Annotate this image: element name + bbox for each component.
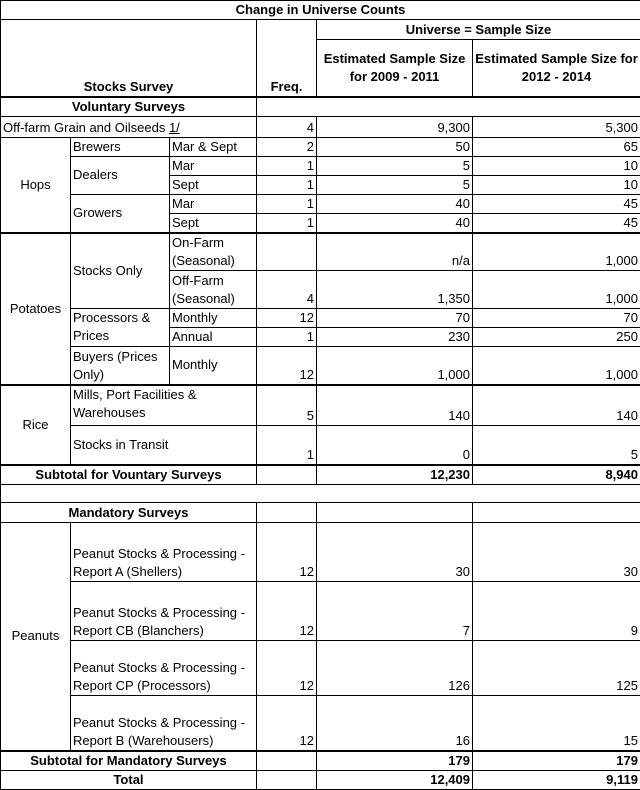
table-row bbox=[1, 641, 640, 696]
freq-cell: 1 bbox=[257, 327, 317, 346]
table-row bbox=[1, 156, 640, 175]
table-row bbox=[1, 116, 640, 137]
universe-header: Universe = Sample Size bbox=[317, 20, 640, 40]
table-row bbox=[1, 696, 640, 751]
offfarm-label: Off-farm Grain and Oilseeds bbox=[3, 120, 169, 135]
v2012-cell: 250 bbox=[473, 327, 640, 346]
row-label: Peanut Stocks & Processing - Report B (Warehousers) bbox=[71, 696, 257, 751]
v2012-cell: 8,940 bbox=[473, 465, 640, 485]
v2009-cell: 7 bbox=[317, 582, 473, 641]
subtotal-label: Subtotal for Vountary Surveys bbox=[1, 465, 257, 485]
stocks-survey-header: Stocks Survey bbox=[1, 20, 257, 97]
v2012-cell: 65 bbox=[473, 137, 640, 156]
voluntary-heading: Voluntary Surveys bbox=[1, 97, 257, 117]
rice-label: Rice bbox=[1, 385, 71, 465]
period-cell: Monthly bbox=[170, 308, 257, 327]
row-label: Buyers (Prices Only) bbox=[71, 346, 170, 385]
v2009-cell: 12,409 bbox=[317, 770, 473, 789]
v2012-cell: 10 bbox=[473, 156, 640, 175]
footnote-ref: 1/ bbox=[169, 120, 180, 135]
table-row bbox=[1, 425, 640, 465]
v2009-cell: 40 bbox=[317, 213, 473, 233]
peanuts-label: Peanuts bbox=[1, 523, 71, 751]
freq-cell bbox=[257, 233, 317, 271]
period-cell: Annual bbox=[170, 327, 257, 346]
v2012-cell: 5 bbox=[473, 425, 640, 465]
period-cell: Sept bbox=[170, 175, 257, 194]
period-cell: Sept bbox=[170, 213, 257, 233]
freq-cell: 4 bbox=[257, 116, 317, 137]
v2009-cell: 5 bbox=[317, 175, 473, 194]
voluntary-subtotal-row bbox=[1, 465, 640, 485]
freq-cell: 12 bbox=[257, 641, 317, 696]
freq-cell: 12 bbox=[257, 696, 317, 751]
freq-cell: 4 bbox=[257, 270, 317, 308]
v2012-cell: 125 bbox=[473, 641, 640, 696]
total-label: Total bbox=[1, 770, 257, 789]
v2009-cell: 1,350 bbox=[317, 270, 473, 308]
row-label: Peanut Stocks & Processing - Report CP (Processors) bbox=[71, 641, 257, 696]
v2009-cell: 50 bbox=[317, 137, 473, 156]
v2009-cell: 5 bbox=[317, 156, 473, 175]
mandatory-heading: Mandatory Surveys bbox=[1, 503, 257, 523]
row-label: Stocks in Transit bbox=[71, 425, 257, 465]
empty-cell bbox=[257, 97, 640, 117]
row-label: Mills, Port Facilities & Warehouses bbox=[71, 385, 257, 425]
v2012-cell: 1,000 bbox=[473, 233, 640, 271]
table-row bbox=[1, 523, 640, 582]
table-row bbox=[1, 233, 640, 271]
row-label: Dealers bbox=[71, 156, 170, 194]
row-label: Peanut Stocks & Processing - Report A (Shellers) bbox=[71, 523, 257, 582]
hops-label: Hops bbox=[1, 137, 71, 233]
period-cell: Monthly bbox=[170, 346, 257, 385]
table-row bbox=[1, 194, 640, 213]
v2012-cell: 1,000 bbox=[473, 270, 640, 308]
v2009-cell: 126 bbox=[317, 641, 473, 696]
v2009-cell: n/a bbox=[317, 233, 473, 271]
empty-cell bbox=[257, 465, 317, 485]
v2009-cell: 30 bbox=[317, 523, 473, 582]
v2012-cell: 45 bbox=[473, 213, 640, 233]
v2012-cell: 9 bbox=[473, 582, 640, 641]
row-label bbox=[1, 116, 257, 137]
v2012-cell: 10 bbox=[473, 175, 640, 194]
total-row bbox=[1, 770, 640, 789]
title-row bbox=[1, 1, 640, 20]
freq-cell: 1 bbox=[257, 213, 317, 233]
v2012-cell: 30 bbox=[473, 523, 640, 582]
mandatory-heading-row bbox=[1, 503, 640, 523]
freq-cell: 12 bbox=[257, 308, 317, 327]
v2009-cell: 1,000 bbox=[317, 346, 473, 385]
freq-cell: 12 bbox=[257, 582, 317, 641]
col-2009-header: Estimated Sample Size for 2009 - 2011 bbox=[317, 40, 473, 97]
v2009-cell: 179 bbox=[317, 751, 473, 771]
period-cell: Off-Farm (Seasonal) bbox=[170, 270, 257, 308]
header-row bbox=[1, 20, 640, 40]
freq-header: Freq. bbox=[257, 20, 317, 97]
freq-cell: 5 bbox=[257, 385, 317, 425]
table-row bbox=[1, 346, 640, 385]
v2012-cell: 5,300 bbox=[473, 116, 640, 137]
empty-cell bbox=[257, 503, 317, 523]
empty-cell bbox=[1, 485, 640, 503]
table-row bbox=[1, 308, 640, 327]
v2012-cell: 9,119 bbox=[473, 770, 640, 789]
empty-cell bbox=[257, 751, 317, 771]
v2009-cell: 140 bbox=[317, 385, 473, 425]
v2012-cell: 179 bbox=[473, 751, 640, 771]
v2012-cell: 45 bbox=[473, 194, 640, 213]
v2012-cell: 1,000 bbox=[473, 346, 640, 385]
v2009-cell: 12,230 bbox=[317, 465, 473, 485]
table-row bbox=[1, 137, 640, 156]
v2009-cell: 40 bbox=[317, 194, 473, 213]
row-label: Processors & Prices bbox=[71, 308, 170, 346]
subtotal-label: Subtotal for Mandatory Surveys bbox=[1, 751, 257, 771]
table-row bbox=[1, 582, 640, 641]
v2012-cell: 140 bbox=[473, 385, 640, 425]
freq-cell: 12 bbox=[257, 523, 317, 582]
row-label: Brewers bbox=[71, 137, 170, 156]
v2009-cell: 230 bbox=[317, 327, 473, 346]
v2009-cell: 70 bbox=[317, 308, 473, 327]
empty-cell bbox=[473, 503, 640, 523]
row-label: Growers bbox=[71, 194, 170, 233]
voluntary-heading-row bbox=[1, 97, 640, 117]
empty-cell bbox=[257, 770, 317, 789]
period-cell: On-Farm (Seasonal) bbox=[170, 233, 257, 271]
col-2012-header: Estimated Sample Size for 2012 - 2014 bbox=[473, 40, 640, 97]
table-title: Change in Universe Counts bbox=[1, 1, 640, 20]
freq-cell: 2 bbox=[257, 137, 317, 156]
freq-cell: 1 bbox=[257, 156, 317, 175]
period-cell: Mar & Sept bbox=[170, 137, 257, 156]
v2012-cell: 15 bbox=[473, 696, 640, 751]
empty-cell bbox=[317, 503, 473, 523]
row-label: Stocks Only bbox=[71, 233, 170, 309]
v2009-cell: 16 bbox=[317, 696, 473, 751]
freq-cell: 1 bbox=[257, 425, 317, 465]
mandatory-subtotal-row bbox=[1, 751, 640, 771]
potatoes-label: Potatoes bbox=[1, 233, 71, 386]
v2009-cell: 0 bbox=[317, 425, 473, 465]
table-row bbox=[1, 385, 640, 425]
row-label: Peanut Stocks & Processing - Report CB (Blanchers) bbox=[71, 582, 257, 641]
freq-cell: 12 bbox=[257, 346, 317, 385]
spacer-row bbox=[1, 485, 640, 503]
freq-cell: 1 bbox=[257, 194, 317, 213]
period-cell: Mar bbox=[170, 156, 257, 175]
freq-cell: 1 bbox=[257, 175, 317, 194]
v2012-cell: 70 bbox=[473, 308, 640, 327]
v2009-cell: 9,300 bbox=[317, 116, 473, 137]
period-cell: Mar bbox=[170, 194, 257, 213]
